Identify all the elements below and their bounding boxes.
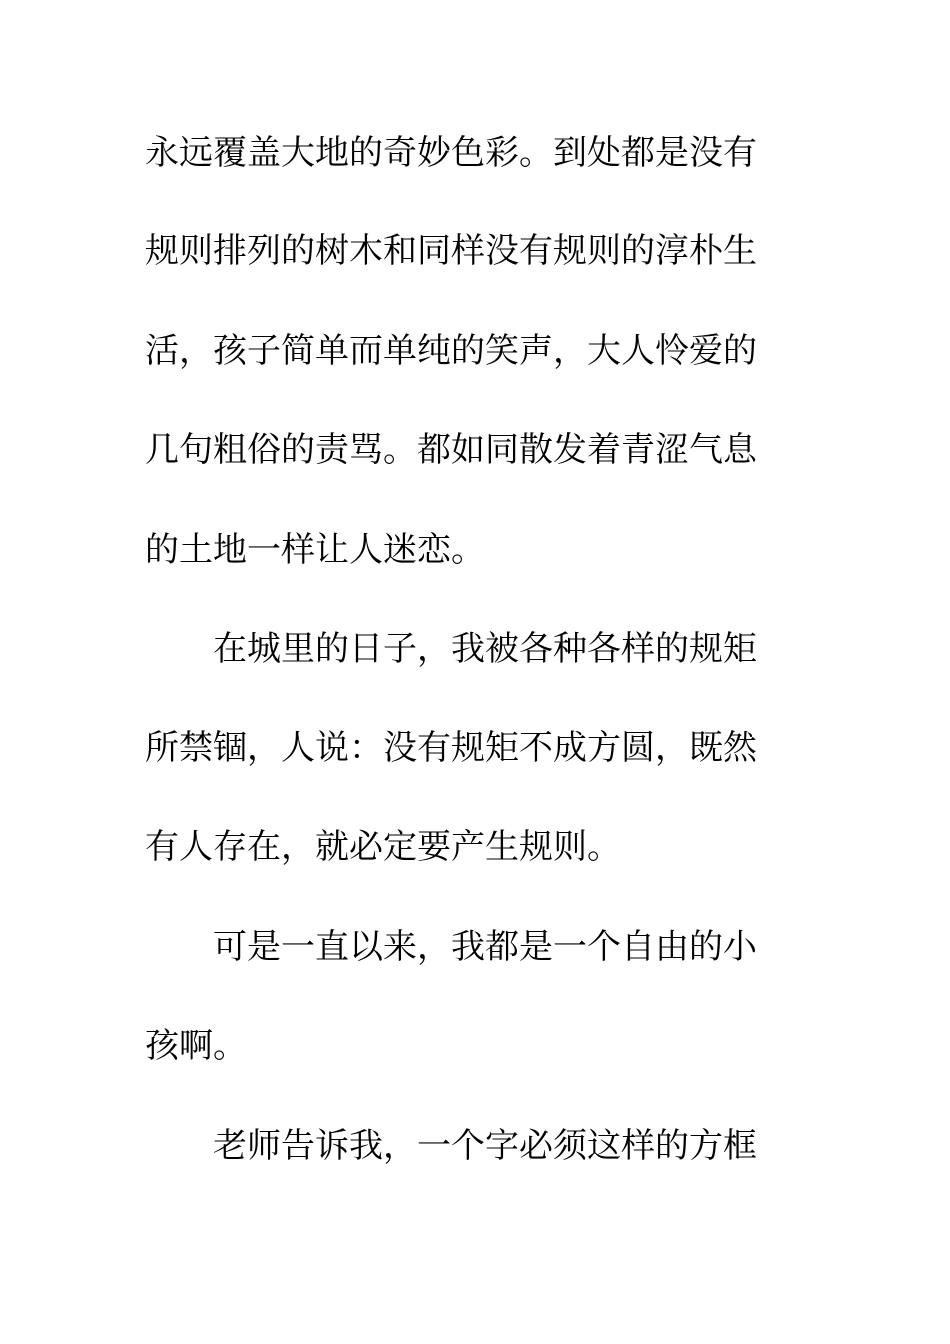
text-line: 所禁锢，人说：没有规矩不成方圆，既然 xyxy=(145,728,757,768)
paragraph-first-line: 老师告诉我，一个字必须这样的方框 xyxy=(213,1126,757,1166)
text-line: 活，孩子简单而单纯的笑声，大人怜爱的 xyxy=(145,331,757,371)
text-line: 几句粗俗的责骂。都如同散发着青涩气息 xyxy=(145,430,757,470)
text-line: 的土地一样让人迷恋。 xyxy=(145,530,485,570)
text-line: 永远覆盖大地的奇妙色彩。到处都是没有 xyxy=(145,133,757,173)
paragraph-first-line: 可是一直以来，我都是一个自由的小 xyxy=(213,927,757,967)
text-line: 孩啊。 xyxy=(145,1026,247,1066)
text-line: 有人存在，就必定要产生规则。 xyxy=(145,827,621,867)
text-line: 规则排列的树木和同样没有规则的淳朴生 xyxy=(145,231,757,271)
paragraph-first-line: 在城里的日子，我被各种各样的规矩 xyxy=(213,629,757,669)
